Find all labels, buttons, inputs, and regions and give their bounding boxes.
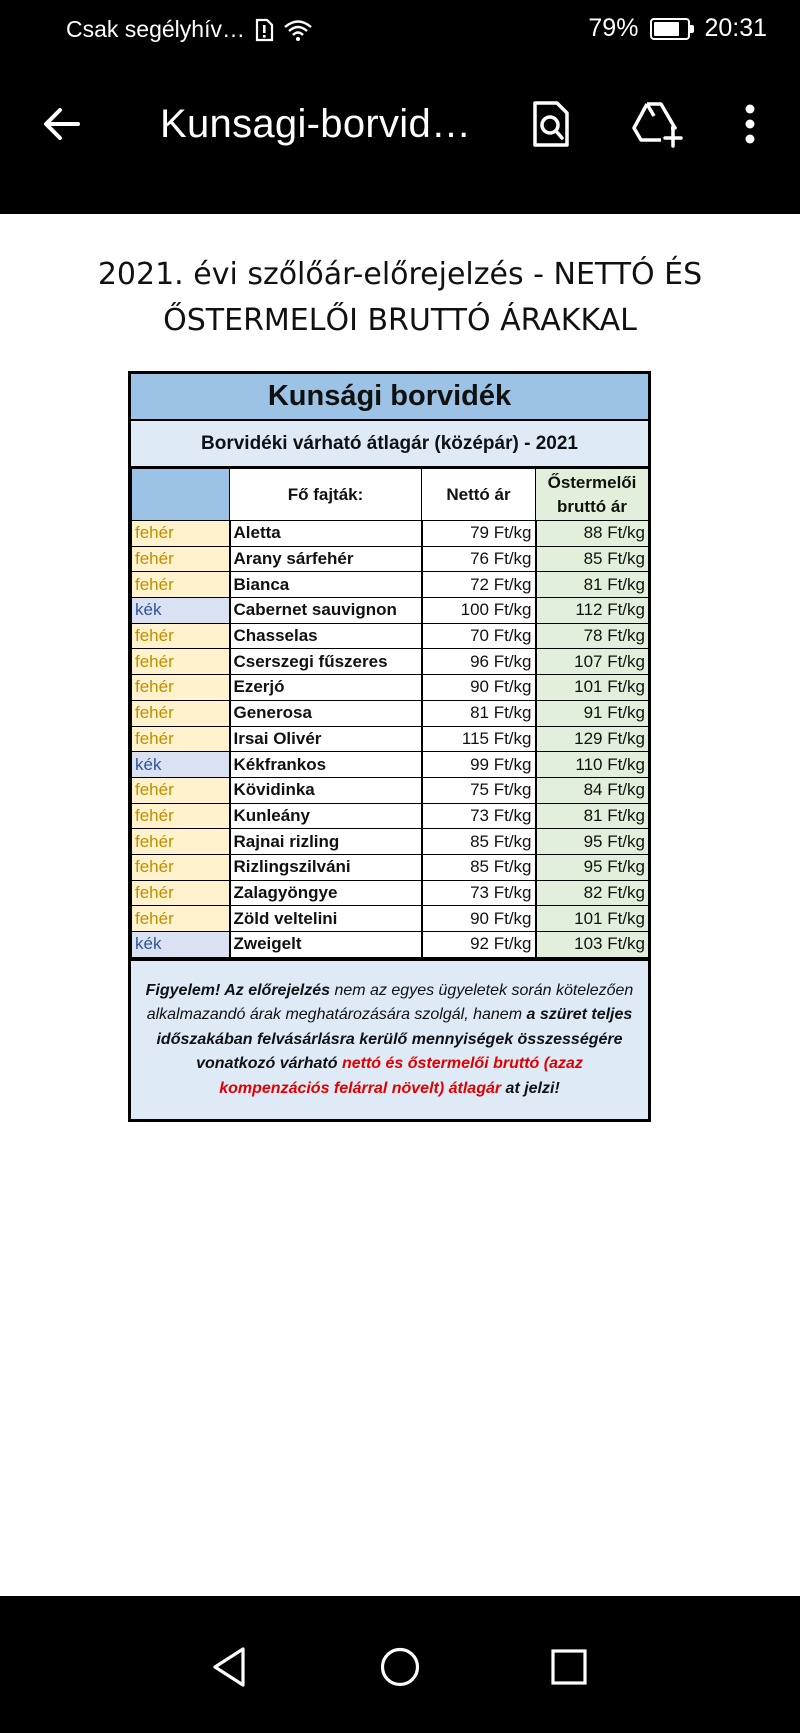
- variety-name-cell: Cserszegi fűszeres: [230, 649, 422, 675]
- variety-name-cell: Kövidinka: [230, 777, 422, 803]
- app-bar: [0, 62, 800, 214]
- brutto-price-cell: 112 Ft/kg: [536, 598, 649, 624]
- table-row: [132, 880, 649, 906]
- grape-color-cell: fehér: [132, 803, 230, 829]
- netto-price-cell: 75 Ft/kg: [422, 777, 536, 803]
- netto-price-cell: 90 Ft/kg: [422, 906, 536, 932]
- grape-color-cell: fehér: [132, 546, 230, 572]
- table-row: [132, 675, 649, 701]
- circle-home-icon: [379, 1646, 421, 1688]
- brutto-price-cell: 95 Ft/kg: [536, 854, 649, 880]
- more-vert-icon: [744, 104, 756, 144]
- battery-percent: 79%: [588, 14, 639, 42]
- grape-color-cell: fehér: [132, 649, 230, 675]
- table-row: [132, 829, 649, 855]
- note-part-4: vonatkozó várható: [196, 1055, 342, 1073]
- find-in-document-button[interactable]: [523, 94, 579, 154]
- status-left: [66, 16, 313, 43]
- grape-color-cell: fehér: [132, 906, 230, 932]
- netto-price-cell: 85 Ft/kg: [422, 829, 536, 855]
- navigation-bar: [0, 1596, 800, 1733]
- grape-color-cell: fehér: [132, 675, 230, 701]
- brutto-price-cell: 95 Ft/kg: [536, 829, 649, 855]
- table-row: [132, 521, 649, 547]
- netto-price-cell: 72 Ft/kg: [422, 572, 536, 598]
- variety-name-cell: Kunleány: [230, 803, 422, 829]
- table-row: [132, 803, 649, 829]
- price-table: [131, 468, 649, 958]
- netto-price-cell: 73 Ft/kg: [422, 803, 536, 829]
- grape-color-cell: fehér: [132, 854, 230, 880]
- brutto-price-cell: 88 Ft/kg: [536, 521, 649, 547]
- carrier-text: Csak segélyhív…: [66, 16, 245, 42]
- grape-color-cell: kék: [132, 932, 230, 958]
- variety-name-cell: Cabernet sauvignon: [230, 598, 422, 624]
- document-title: Kunsagi-borvid…: [160, 102, 472, 146]
- header-color: [132, 469, 230, 521]
- table-row: [132, 623, 649, 649]
- table-row: [132, 854, 649, 880]
- sheet-subtitle: Borvidéki várható átlagár (középár) - 2021: [131, 421, 648, 468]
- wifi-icon: [283, 18, 313, 42]
- table-row: [132, 932, 649, 958]
- grape-color-cell: kék: [132, 752, 230, 778]
- status-right: [588, 14, 767, 43]
- brutto-price-cell: 103 Ft/kg: [536, 932, 649, 958]
- header-brutto: Őstermelői bruttó ár: [536, 469, 649, 521]
- grape-color-cell: fehér: [132, 726, 230, 752]
- brutto-price-cell: 101 Ft/kg: [536, 675, 649, 701]
- table-row: [132, 752, 649, 778]
- brutto-price-cell: 81 Ft/kg: [536, 803, 649, 829]
- grape-color-cell: fehér: [132, 829, 230, 855]
- netto-price-cell: 76 Ft/kg: [422, 546, 536, 572]
- table-row: [132, 572, 649, 598]
- arrow-left-icon: [42, 104, 82, 144]
- variety-name-cell: Irsai Olivér: [230, 726, 422, 752]
- note-part-5: nettó és őstermelői bruttó (azaz kompenzációs felárral növelt) átlagár: [219, 1055, 583, 1097]
- variety-name-cell: Aletta: [230, 521, 422, 547]
- header-netto: Nettó ár: [422, 469, 536, 521]
- table-row: [132, 598, 649, 624]
- brutto-price-cell: 81 Ft/kg: [536, 572, 649, 598]
- variety-name-cell: Zweigelt: [230, 932, 422, 958]
- nav-home-button[interactable]: [375, 1642, 425, 1692]
- netto-price-cell: 90 Ft/kg: [422, 675, 536, 701]
- note-part-2: nem az egyes ügyeletek során kötelezően alkalmazandó árak meghatározására szolgál, hanem: [146, 981, 634, 1024]
- note-part-1: Figyelem! Az előrejelzés: [145, 981, 331, 999]
- netto-price-cell: 79 Ft/kg: [422, 521, 536, 547]
- grape-color-cell: fehér: [132, 521, 230, 547]
- note-part-3: a szüret teljes időszakában felvásárlásra kerülő mennyiségek összességére: [156, 1006, 633, 1048]
- nav-recents-button[interactable]: [544, 1642, 594, 1692]
- clock: 20:31: [704, 14, 767, 42]
- note-text: [131, 958, 648, 1120]
- netto-price-cell: 85 Ft/kg: [422, 854, 536, 880]
- table-row: [132, 700, 649, 726]
- table-row: [132, 906, 649, 932]
- sim-alert-icon: [253, 18, 275, 42]
- grape-color-cell: fehér: [132, 572, 230, 598]
- variety-name-cell: Arany sárfehér: [230, 546, 422, 572]
- brutto-price-cell: 85 Ft/kg: [536, 546, 649, 572]
- status-bar: [0, 0, 800, 62]
- table-row: [132, 546, 649, 572]
- netto-price-cell: 81 Ft/kg: [422, 700, 536, 726]
- grape-color-cell: fehér: [132, 623, 230, 649]
- variety-name-cell: Ezerjó: [230, 675, 422, 701]
- brutto-price-cell: 110 Ft/kg: [536, 752, 649, 778]
- price-sheet: [128, 371, 651, 1122]
- variety-name-cell: Zöld veltelini: [230, 906, 422, 932]
- battery-fill: [654, 22, 679, 36]
- brutto-price-cell: 107 Ft/kg: [536, 649, 649, 675]
- sheet-title: Kunsági borvidék: [131, 374, 648, 421]
- back-button[interactable]: [36, 98, 88, 150]
- netto-price-cell: 73 Ft/kg: [422, 880, 536, 906]
- table-header-row: [132, 469, 649, 521]
- triangle-back-icon: [209, 1646, 249, 1688]
- netto-price-cell: 115 Ft/kg: [422, 726, 536, 752]
- variety-name-cell: Rajnai rizling: [230, 829, 422, 855]
- netto-price-cell: 96 Ft/kg: [422, 649, 536, 675]
- netto-price-cell: 100 Ft/kg: [422, 598, 536, 624]
- add-to-drive-icon: [631, 100, 685, 148]
- brutto-price-cell: 129 Ft/kg: [536, 726, 649, 752]
- more-options-button[interactable]: [722, 94, 778, 154]
- grape-color-cell: kék: [132, 598, 230, 624]
- document-heading: 2021. évi szőlőár-előrejelzés - NETTÓ ÉS ŐSTERMELŐI BRUTTÓ ÁRAKKAL: [97, 257, 703, 338]
- brutto-price-cell: 101 Ft/kg: [536, 906, 649, 932]
- table-row: [132, 649, 649, 675]
- netto-price-cell: 70 Ft/kg: [422, 623, 536, 649]
- grape-color-cell: fehér: [132, 700, 230, 726]
- table-row: [132, 777, 649, 803]
- battery-icon: [650, 18, 690, 40]
- netto-price-cell: 99 Ft/kg: [422, 752, 536, 778]
- variety-name-cell: Chasselas: [230, 623, 422, 649]
- variety-name-cell: Zalagyöngye: [230, 880, 422, 906]
- nav-back-button[interactable]: [204, 1642, 254, 1692]
- find-in-document-icon: [531, 100, 571, 148]
- variety-name-cell: Rizlingszilváni: [230, 854, 422, 880]
- variety-name-cell: Bianca: [230, 572, 422, 598]
- grape-color-cell: fehér: [132, 777, 230, 803]
- add-to-drive-button[interactable]: [630, 94, 686, 154]
- brutto-price-cell: 84 Ft/kg: [536, 777, 649, 803]
- brutto-price-cell: 91 Ft/kg: [536, 700, 649, 726]
- price-rows: [132, 521, 649, 958]
- header-variety: Fő fajták:: [230, 469, 422, 521]
- netto-price-cell: 92 Ft/kg: [422, 932, 536, 958]
- variety-name-cell: Generosa: [230, 700, 422, 726]
- brutto-price-cell: 78 Ft/kg: [536, 623, 649, 649]
- brutto-price-cell: 82 Ft/kg: [536, 880, 649, 906]
- document-viewer[interactable]: [0, 214, 800, 1596]
- grape-color-cell: fehér: [132, 880, 230, 906]
- variety-name-cell: Kékfrankos: [230, 752, 422, 778]
- note-part-6: at jelzi!: [501, 1079, 560, 1097]
- table-row: [132, 726, 649, 752]
- square-recents-icon: [550, 1648, 588, 1686]
